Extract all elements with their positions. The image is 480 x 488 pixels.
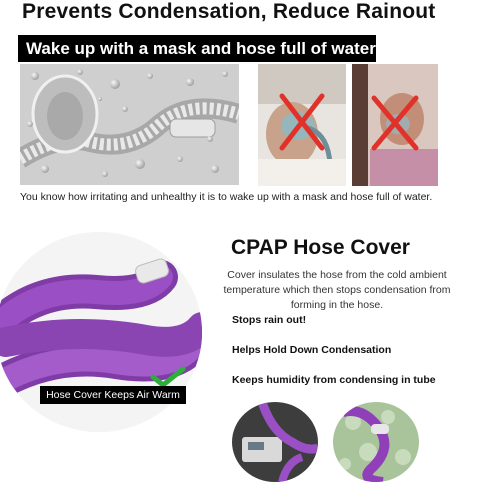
product-title: CPAP Hose Cover [231, 236, 410, 259]
sleeping-man-photo [258, 64, 346, 186]
photo-caption: You know how irritating and unhealthy it is to wake up with a mask and hose full of water. [20, 191, 433, 203]
product-description: Cover insulates the hose from the cold ambient temperature which then stops condensation from forming in the hose. [223, 269, 451, 311]
wet-mask-hose-photo [20, 64, 239, 185]
hose-on-pillow-photo [333, 402, 419, 482]
question-banner [18, 35, 387, 62]
feature-item: Helps Hold Down Condensation [232, 344, 392, 356]
page-headline: Prevents Condensation, Reduce Rainout [22, 0, 436, 23]
feature-item: Keeps humidity from condensing in tube [232, 374, 436, 386]
question-banner-text: Wake up with a mask and hose full of water? [26, 39, 387, 58]
hose-cover-badge-text: Hose Cover Keeps Air Warm [46, 389, 180, 401]
x-icon [370, 94, 420, 152]
x-icon [278, 92, 326, 152]
sleeping-woman-photo [352, 64, 438, 186]
cpap-machine-photo [232, 402, 318, 482]
feature-item: Stops rain out! [232, 314, 307, 326]
checkmark-icon [150, 366, 186, 388]
hose-cover-badge [40, 386, 186, 404]
